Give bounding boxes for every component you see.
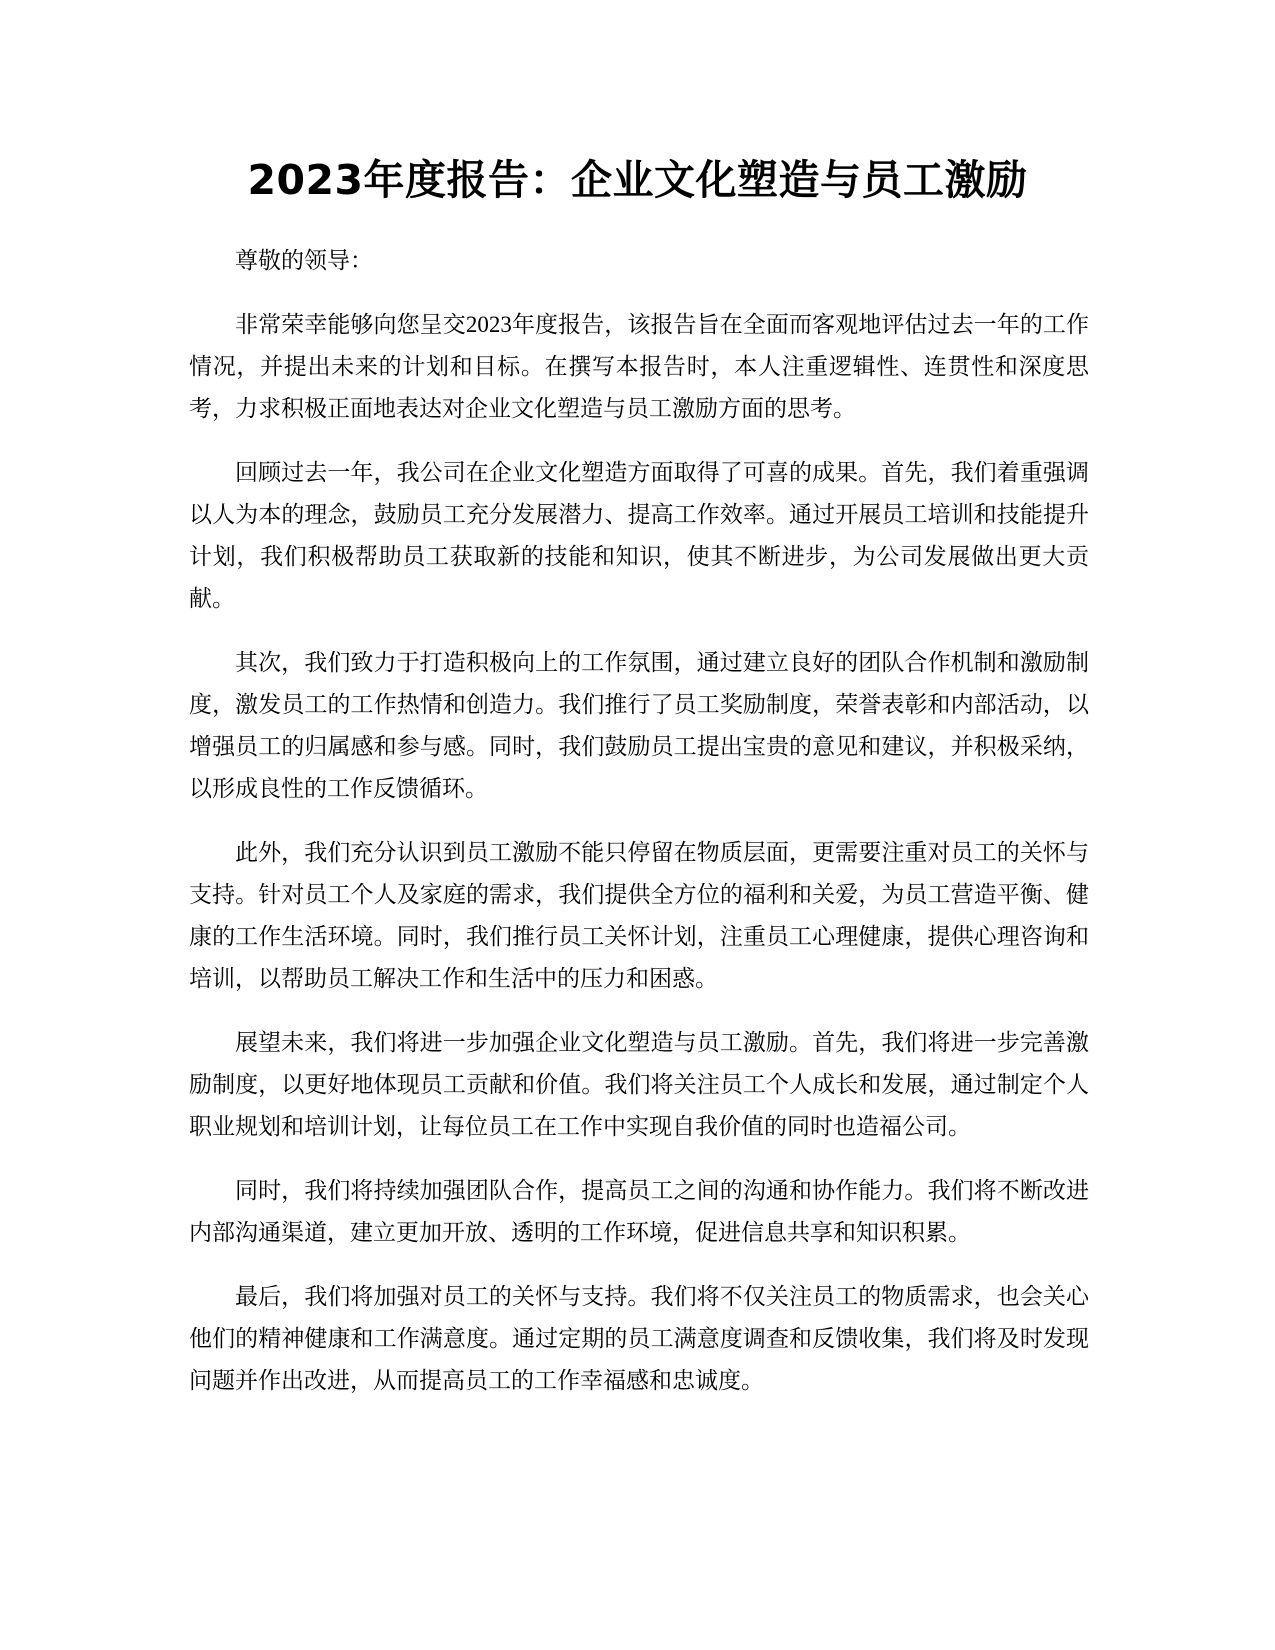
paragraph-1: 非常荣幸能够向您呈交2023年度报告，该报告旨在全面而客观地评估过去一年的工作情况，并提出未来的计划和目标。在撰写本报告时，本人注重逻辑性、连贯性和深度思考，力求积极正面地表达对企业文化塑造与员工激励方面的思考。 <box>189 312 1089 421</box>
paragraph-5: 展望未来，我们将进一步加强企业文化塑造与员工激励。首先，我们将进一步完善激励制度，以更好地体现员工贡献和价值。我们将关注员工个人成长和发展，通过制定个人职业规划和培训计划，让每位员工在工作中实现自我价值的同时也造福公司。 <box>189 1030 1089 1139</box>
paragraph-3: 其次，我们致力于打造积极向上的工作氛围，通过建立良好的团队合作机制和激励制度，激发员工的工作热情和创造力。我们推行了员工奖励制度，荣誉表彰和内部活动，以增强员工的归属感和参与感。同时，我们鼓励员工提出宝贵的意见和建议，并积极采纳，以形成良性的工作反馈循环。 <box>189 650 1089 801</box>
document-body <box>189 240 1089 1424</box>
paragraph-4: 此外，我们充分认识到员工激励不能只停留在物质层面，更需要注重对员工的关怀与支持。针对员工个人及家庭的需求，我们提供全方位的福利和关爱，为员工营造平衡、健康的工作生活环境。同时，我们推行员工关怀计划，注重员工心理健康，提供心理咨询和培训，以帮助员工解决工作和生活中的压力和困惑。 <box>189 840 1089 991</box>
salutation: 尊敬的领导： <box>235 248 373 273</box>
paragraph-6: 同时，我们将持续加强团队合作，提高员工之间的沟通和协作能力。我们将不断改进内部沟通渠道，建立更加开放、透明的工作环境，促进信息共享和知识积累。 <box>189 1178 1089 1245</box>
paragraph-2: 回顾过去一年，我公司在企业文化塑造方面取得了可喜的成果。首先，我们着重强调以人为本的理念，鼓励员工充分发展潜力、提高工作效率。通过开展员工培训和技能提升计划，我们积极帮助员工获取新的技能和知识，使其不断进步，为公司发展做出更大贡献。 <box>189 460 1089 611</box>
document-title: 2023年度报告：企业文化塑造与员工激励 <box>247 156 1028 204</box>
paragraph-7: 最后，我们将加强对员工的关怀与支持。我们将不仅关注员工的物质需求，也会关心他们的精神健康和工作满意度。通过定期的员工满意度调查和反馈收集，我们将及时发现问题并作出改进，从而提高员工的工作幸福感和忠诚度。 <box>189 1284 1089 1393</box>
